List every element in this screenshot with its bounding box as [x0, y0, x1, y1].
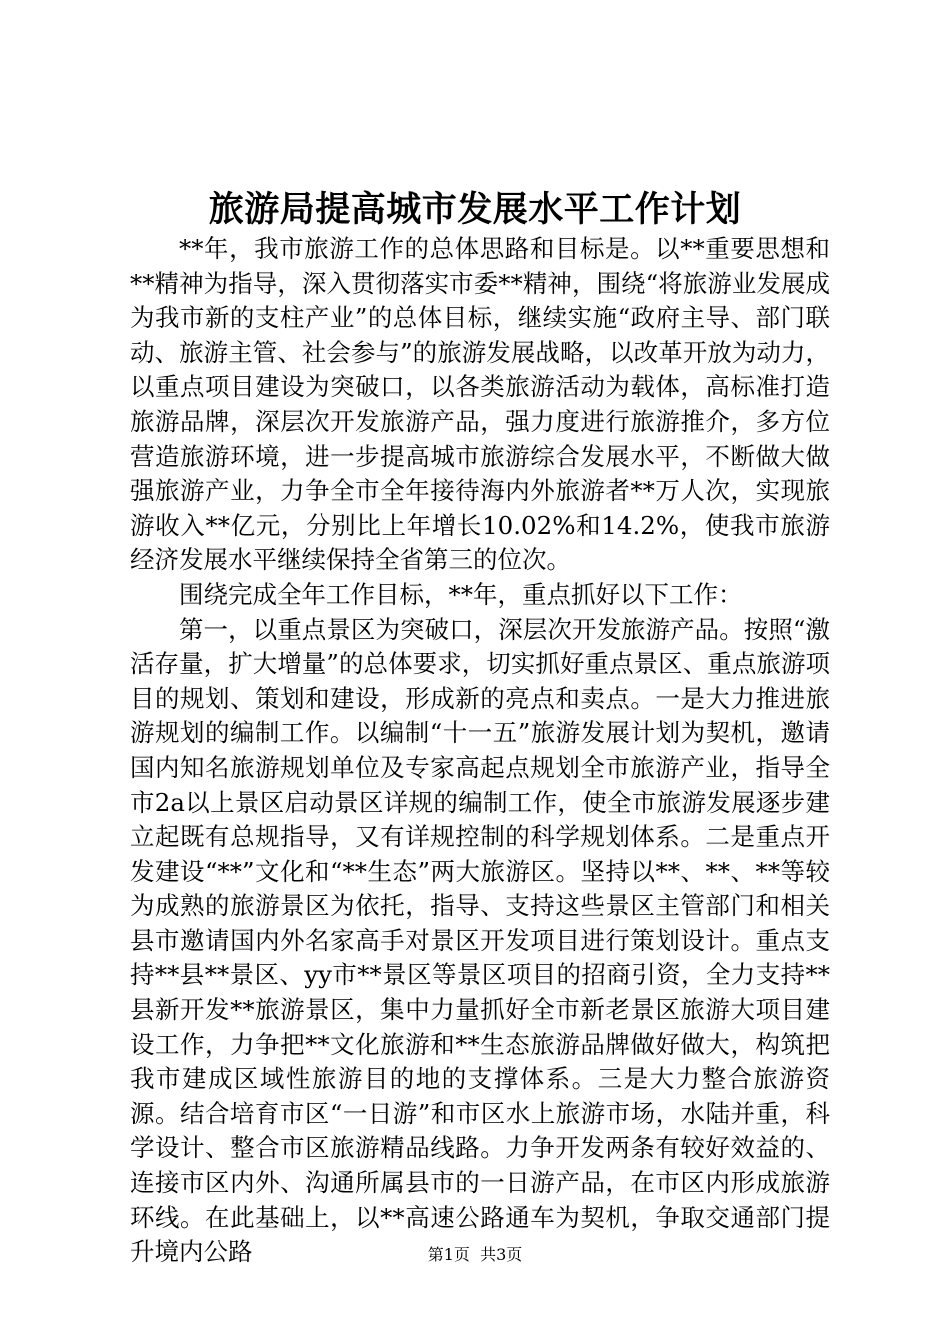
- document-body: [130, 232, 830, 1270]
- paragraph-first-task: 第一，以重点景区为突破口，深层次开发旅游产品。按照“激活存量，扩大增量”的总体要求，切实抓好重点景区、重点旅游项目的规划、策划和建设，形成新的亮点和卖点。一是大力推进旅游规划的编制工作。以编制“十一五”旅游发展计划为契机，邀请国内知名旅游规划单位及专家高起点规划全市旅游产业，指导全市2a以上景区启动景区详规的编制工作，使全市旅游发展逐步建立起既有总规指导，又有详规控制的科学规划体系。二是重点开发建设“**”文化和“**生态”两大旅游区。坚持以**、**、**等较为成熟的旅游景区为依托，指导、支持这些景区主管部门和相关县市邀请国内外名家高手对景区开发项目进行策划设计。重点支持**县**景区、yy市**景区等景区项目的招商引资，全力支持**县新开发**旅游景区，集中力量抓好全市新老景区旅游大项目建设工作，力争把**文化旅游和**生态旅游品牌做好做大，构筑把我市建成区域性旅游目的地的支撑体系。三是大力整合旅游资源。结合培育市区“一日游”和市区水上旅游市场，水陆并重，科学设计、整合市区旅游精品线路。力争开发两条有较好效益的、连接市区内外、沟通所属县市的一日游产品，在市区内形成旅游环线。在此基础上，以**高速公路通车为契机，争取交通部门提升境内公路: [130, 614, 830, 1267]
- document-title: 旅游局提高城市发展水平工作计划: [208, 189, 742, 230]
- paragraph-goals-intro: 围绕完成全年工作目标，**年，重点抓好以下工作：: [179, 579, 743, 609]
- page-total: 共3页: [480, 1245, 523, 1264]
- page-number: 第1页: [427, 1245, 470, 1264]
- paragraph-overview: **年，我市旅游工作的总体思路和目标是。以**重要思想和**精神为指导，深入贯彻落实市委**精神，围绕“将旅游业发展成为我市新的支柱产业”的总体目标，继续实施“政府主导、部门联动、旅游主管、社会参与”的旅游发展战略，以改革开放为动力，以重点项目建设为突破口，以各类旅游活动为载体，高标准打造旅游品牌，深层次开发旅游产品，强力度进行旅游推介，多方位营造旅游环境，进一步提高城市旅游综合发展水平，不断做大做强旅游产业，力争全市全年接待海内外旅游者**万人次，实现旅游收入**亿元，分别比上年增长10.02%和14.2%，使我市旅游经济发展水平继续保持全省第三的位次。: [130, 234, 830, 575]
- page-footer: [0, 1244, 950, 1266]
